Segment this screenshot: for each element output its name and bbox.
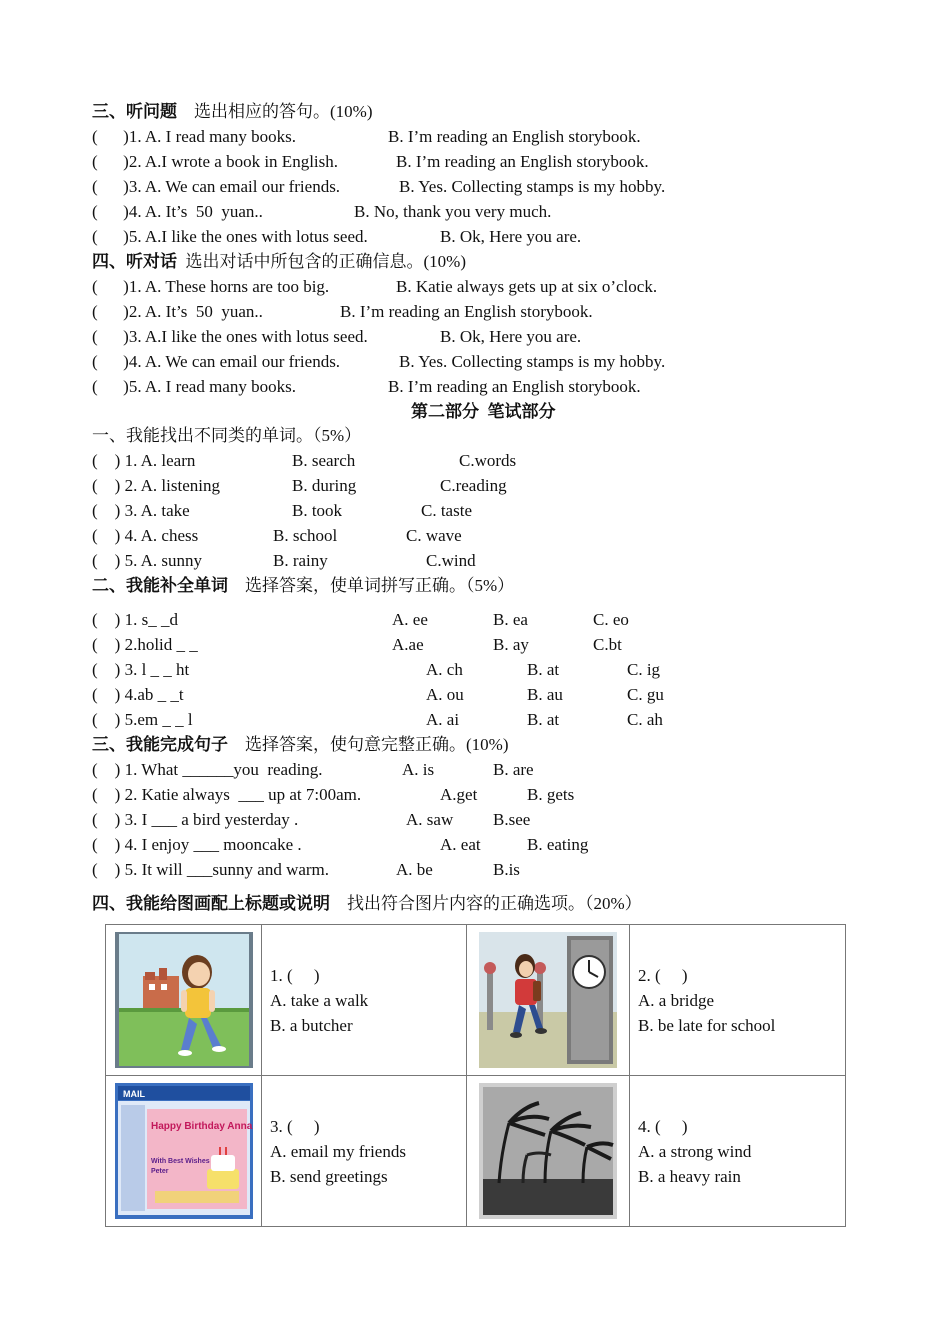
section-instruction: 找出符合图片内容的正确选项。（20%） xyxy=(347,894,642,913)
option-b: B. took xyxy=(292,501,343,520)
question-number[interactable]: 3. ( ) xyxy=(270,1116,320,1136)
option-a: 3. A.I like the ones with lotus seed. xyxy=(128,327,368,346)
option-b: B. I’m reading an English storybook. xyxy=(396,152,649,171)
answer-blank[interactable]: ( ) xyxy=(92,451,121,470)
picture-cell xyxy=(106,925,262,1076)
option-c: C.reading xyxy=(440,476,507,495)
table-row xyxy=(106,925,846,1076)
list-item xyxy=(92,176,340,198)
table-row xyxy=(106,1076,846,1227)
sentence: 5. It will ___sunny and warm. xyxy=(124,860,330,879)
list-item xyxy=(92,475,220,497)
list-item xyxy=(92,634,198,656)
list-item xyxy=(92,834,302,856)
answer-blank[interactable]: ( ) xyxy=(92,377,129,396)
section-instruction: 选择答案，使句意完整正确。(10%) xyxy=(245,735,509,754)
option-a: 5. A. sunny xyxy=(124,551,203,570)
answer-blank[interactable]: ( ) xyxy=(92,302,129,321)
sentence: 1. What ______you reading. xyxy=(124,760,323,779)
list-item xyxy=(92,784,361,806)
question-number[interactable]: 2. ( ) xyxy=(638,965,688,985)
question-number[interactable]: 4. ( ) xyxy=(638,1116,688,1136)
option-cell xyxy=(630,925,846,1076)
option-a: 1. A. learn xyxy=(124,451,196,470)
list-item xyxy=(92,226,368,248)
option-a: 4. A. chess xyxy=(124,526,199,545)
option-a: 2. A. It’s 50 yuan.. xyxy=(128,302,263,321)
card-signature: Peter xyxy=(150,1168,169,1175)
strong-wind-picture xyxy=(479,1083,617,1219)
option-b: B. Ok, Here you are. xyxy=(440,327,582,346)
card-greeting: Happy Birthday Anna xyxy=(150,1121,252,1132)
option-a: A. a bridge xyxy=(638,990,715,1010)
option-b: B. I’m reading an English storybook. xyxy=(340,302,593,321)
option-c: C. ah xyxy=(627,710,663,729)
option-a: 1. A. I read many books. xyxy=(128,127,296,146)
option-b: B. Ok, Here you are. xyxy=(440,227,582,246)
picture-cell xyxy=(467,925,630,1076)
picture-cell xyxy=(106,1076,262,1227)
sentence: 4. I enjoy ___ mooncake . xyxy=(124,835,302,854)
section-heading: 四、听对话 xyxy=(92,252,177,271)
list-item xyxy=(92,500,190,522)
answer-blank[interactable]: ( ) xyxy=(92,227,129,246)
section-heading: 三、听问题 xyxy=(92,102,177,121)
option-b: B.is xyxy=(493,860,520,879)
option-b: B.see xyxy=(493,810,531,829)
option-a: A. is xyxy=(402,760,435,779)
option-b: B. are xyxy=(493,760,534,779)
option-a: A. ai xyxy=(426,710,460,729)
card-wishes: With Best Wishes xyxy=(150,1158,210,1165)
list-item xyxy=(92,301,263,323)
option-cell xyxy=(630,1076,846,1227)
option-c: C.wind xyxy=(426,551,476,570)
option-a: A. ch xyxy=(426,660,463,679)
answer-blank[interactable]: ( ) xyxy=(92,277,129,296)
list-item xyxy=(92,609,178,631)
walking-girl-picture xyxy=(115,932,253,1068)
option-a: A. a strong wind xyxy=(638,1141,752,1161)
late-for-school-picture xyxy=(479,932,617,1068)
answer-blank[interactable]: ( ) xyxy=(92,202,129,221)
option-a: 3. A. We can email our friends. xyxy=(128,177,341,196)
option-a: 1. A. These horns are too big. xyxy=(128,277,330,296)
word-prompt: 3. l _ _ ht xyxy=(124,660,190,679)
section-heading: 四、我能给图画配上标题或说明 xyxy=(92,894,330,913)
option-a: A. email my friends xyxy=(270,1141,406,1161)
word-prompt: 1. s_ _d xyxy=(124,610,178,629)
sentence: 3. I ___ a bird yesterday . xyxy=(124,810,299,829)
list-item xyxy=(92,684,184,706)
section-instruction: 选择答案，使单词拼写正确。（5%） xyxy=(245,576,515,595)
option-c: C. taste xyxy=(421,501,472,520)
answer-blank[interactable]: ( ) xyxy=(92,526,121,545)
option-a: A. ee xyxy=(392,610,428,629)
picture-cell xyxy=(467,1076,630,1227)
answer-blank[interactable]: ( ) xyxy=(92,710,121,729)
option-a: 2. A.I wrote a book in English. xyxy=(128,152,338,171)
section-listening-dialogues xyxy=(92,251,466,273)
section-listening-questions xyxy=(92,101,372,123)
section-instruction: 选出相应的答句。(10%) xyxy=(194,102,373,121)
option-b: B. ay xyxy=(493,635,529,654)
option-b: B. I’m reading an English storybook. xyxy=(388,127,641,146)
section-pictures xyxy=(92,893,642,915)
answer-blank[interactable]: ( ) xyxy=(92,177,129,196)
option-b: B. at xyxy=(527,660,560,679)
section-heading: 一、我能找出不同类的单词。（5%） xyxy=(92,426,362,445)
option-b: B. a butcher xyxy=(270,1015,353,1035)
option-c: C. gu xyxy=(627,685,664,704)
list-item xyxy=(92,151,338,173)
list-item xyxy=(92,276,329,298)
answer-blank[interactable]: ( ) xyxy=(92,810,121,829)
word-prompt: 5.em _ _ l xyxy=(124,710,193,729)
option-a: 5. A.I like the ones with lotus seed. xyxy=(128,227,368,246)
answer-blank[interactable]: ( ) xyxy=(92,635,121,654)
option-b: B. be late for school xyxy=(638,1015,776,1035)
list-item xyxy=(92,201,263,223)
answer-blank[interactable]: ( ) xyxy=(92,551,121,570)
answer-blank[interactable]: ( ) xyxy=(92,610,121,629)
option-a: A. be xyxy=(396,860,433,879)
option-b: B. Yes. Collecting stamps is my hobby. xyxy=(399,177,666,196)
option-b: B. gets xyxy=(527,785,575,804)
option-b: B. rainy xyxy=(273,551,328,570)
option-a: A. saw xyxy=(406,810,454,829)
option-a: 4. A. It’s 50 yuan.. xyxy=(128,202,263,221)
list-item xyxy=(92,550,202,572)
list-item xyxy=(92,376,296,398)
option-c: C. ig xyxy=(627,660,661,679)
option-b: B. au xyxy=(527,685,563,704)
list-item xyxy=(92,351,340,373)
section-spelling xyxy=(92,575,514,597)
section-sentences xyxy=(92,734,508,756)
answer-blank[interactable]: ( ) xyxy=(92,352,129,371)
section-heading: 三、我能完成句子 xyxy=(92,735,228,754)
mail-label: MAIL xyxy=(122,1089,145,1099)
list-item xyxy=(92,525,198,547)
email-card-picture xyxy=(115,1083,253,1219)
question-number[interactable]: 1. ( ) xyxy=(270,965,320,985)
option-a: A. take a walk xyxy=(270,990,369,1010)
word-prompt: 4.ab _ _t xyxy=(124,685,184,704)
option-b: B. a heavy rain xyxy=(638,1166,741,1186)
list-item xyxy=(92,809,298,831)
sentence: 2. Katie always ___ up at 7:00am. xyxy=(124,785,362,804)
option-cell xyxy=(262,1076,467,1227)
answer-blank[interactable]: ( ) xyxy=(92,660,121,679)
option-b: B. eating xyxy=(527,835,589,854)
answer-blank[interactable]: ( ) xyxy=(92,785,121,804)
option-a: 3. A. take xyxy=(124,501,190,520)
list-item xyxy=(92,450,195,472)
part-title: 第二部分 笔试部分 xyxy=(411,402,556,421)
option-b: B. search xyxy=(292,451,356,470)
list-item xyxy=(92,759,323,781)
answer-blank[interactable]: ( ) xyxy=(92,685,121,704)
option-a: 2. A. listening xyxy=(124,476,220,495)
answer-blank[interactable]: ( ) xyxy=(92,327,129,346)
picture-table xyxy=(105,924,846,1227)
option-c: C. wave xyxy=(406,526,462,545)
answer-blank[interactable]: ( ) xyxy=(92,835,121,854)
option-b: B. ea xyxy=(493,610,528,629)
option-b: B. I’m reading an English storybook. xyxy=(388,377,641,396)
list-item xyxy=(92,326,368,348)
option-a: 5. A. I read many books. xyxy=(128,377,296,396)
section-instruction: 选出对话中所包含的正确信息。(10%) xyxy=(185,252,466,271)
answer-blank[interactable]: ( ) xyxy=(92,501,121,520)
answer-blank[interactable]: ( ) xyxy=(92,127,129,146)
option-b: B. at xyxy=(527,710,560,729)
option-b: B. during xyxy=(292,476,357,495)
option-b: B. Yes. Collecting stamps is my hobby. xyxy=(399,352,666,371)
option-b: B. send greetings xyxy=(270,1166,388,1186)
answer-blank[interactable]: ( ) xyxy=(92,860,121,879)
option-c: C.words xyxy=(459,451,517,470)
section-heading: 二、我能补全单词 xyxy=(92,576,228,595)
option-b: B. Katie always gets up at six o’clock. xyxy=(396,277,658,296)
option-b: B. school xyxy=(273,526,338,545)
list-item xyxy=(92,126,296,148)
list-item xyxy=(92,709,193,731)
option-b: B. No, thank you very much. xyxy=(354,202,552,221)
list-item xyxy=(92,659,189,681)
option-cell xyxy=(262,925,467,1076)
option-c: C.bt xyxy=(593,635,622,654)
option-a: A. ou xyxy=(426,685,464,704)
option-c: C. eo xyxy=(593,610,629,629)
answer-blank[interactable]: ( ) xyxy=(92,152,129,171)
answer-blank[interactable]: ( ) xyxy=(92,760,121,779)
option-a: 4. A. We can email our friends. xyxy=(128,352,341,371)
option-a: A.ae xyxy=(392,635,424,654)
option-a: A.get xyxy=(440,785,478,804)
option-a: A. eat xyxy=(440,835,481,854)
word-prompt: 2.holid _ _ xyxy=(124,635,198,654)
list-item xyxy=(92,859,329,881)
answer-blank[interactable]: ( ) xyxy=(92,476,121,495)
